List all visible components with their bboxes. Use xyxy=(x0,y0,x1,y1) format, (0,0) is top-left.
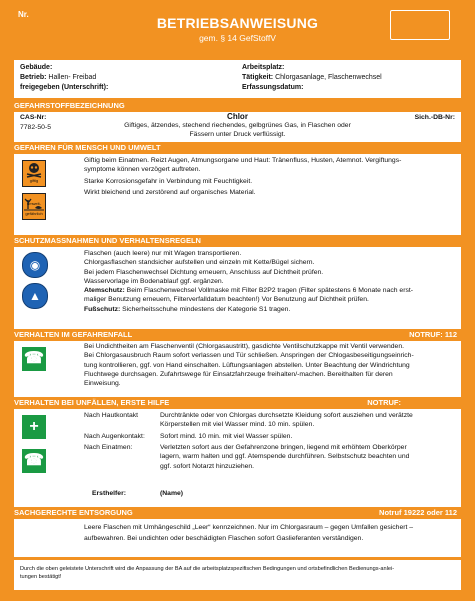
protection-line: Bei jedem Flaschenwechsel Dichtung erneuern, Anschluss auf Dichtheit prüfen. xyxy=(84,268,324,276)
substance-name: Chlor xyxy=(227,112,248,121)
emergency-panel xyxy=(14,341,461,397)
hazard-icons xyxy=(18,154,54,222)
disposal-emergency-number: Notruf 19222 oder 112 xyxy=(379,508,457,517)
section-header-protection: SCHUTZMASSNAHMEN UND VERHALTENSREGELN xyxy=(14,236,201,245)
title-bar xyxy=(0,0,475,54)
protection-line-foot: Fußschutz: Sicherheitsschuhe mindestens der Kategorie S1 tragen. xyxy=(84,305,291,313)
hazards-panel xyxy=(14,154,461,235)
cas-value: 7782-50-5 xyxy=(20,124,51,131)
hazard-label-toxic: giftig xyxy=(29,177,39,183)
protection-icons xyxy=(18,247,54,309)
emergency-line: tung kontrollieren, ggf. von Hand einschalten. Lüftungsanlagen abstellen. Unter Beachtung der Windrichtung xyxy=(84,361,410,369)
protection-text xyxy=(84,249,458,314)
info-left xyxy=(20,63,108,93)
emergency-text xyxy=(84,342,458,388)
emergency-icons xyxy=(18,341,54,371)
safety-boot-icon: ▲ xyxy=(22,283,48,309)
substance-panel xyxy=(14,112,461,142)
gebaeude-label: Gebäude: xyxy=(20,64,53,71)
info-right xyxy=(242,63,382,93)
section-header-substance: GEFAHRSTOFFBEZEICHNUNG xyxy=(14,101,125,110)
info-block xyxy=(14,60,461,98)
section-header-emergency: VERHALTEN IM GEFAHRENFALL NOTRUF: 112 xyxy=(14,330,457,339)
first-aider-label: Ersthelfer: xyxy=(92,490,126,497)
protection-line: Flaschen (auch leere) nur mit Wagen transportieren. xyxy=(84,250,242,257)
environment-icon xyxy=(22,193,46,220)
cas-label: CAS-Nr: xyxy=(20,114,47,121)
protection-line: maliger Benutzung erneuern, Filterverfalldatum beachten!) Vor Benutzung auf Dichtheit prüfen. xyxy=(84,296,369,304)
hazard-line: Wirkt bleichend und zerstörend auf organisches Material. xyxy=(84,188,256,196)
first-aid-eye-text: Sofort mind. 10 min. mit viel Wasser spülen. xyxy=(160,433,293,440)
emergency-line: Fluchtwege durchsagen. Zufahrtswege für Einsatzfahrzeuge freihalten/-machen. Bereithalten für deren xyxy=(84,370,393,378)
section-header-first-aid: VERHALTEN BEI UNFÄLLEN, ERSTE HILFE NOTRUF: xyxy=(14,398,401,407)
emergency-phone-icon: ☎ xyxy=(22,347,46,371)
hazard-line: Giftig beim Einatmen. Reizt Augen, Atmungsorgane und Haut: Tränenfluss, Husten, Atemnot. Vergiftungs- xyxy=(84,157,402,164)
section-header-disposal: SACHGERECHTE ENTSORGUNG Notruf 19222 oder 112 xyxy=(14,508,457,517)
protection-panel xyxy=(14,247,461,329)
disposal-line: aufbewahren. Bei undichten oder beschädigten Flaschen sofort Gaslieferanten verständigen. xyxy=(84,535,364,543)
first-aid-icons xyxy=(18,409,54,473)
emergency-line: Einweisung. xyxy=(84,380,121,388)
emergency-phone-icon: ☎ xyxy=(22,449,46,473)
hazards-text xyxy=(84,156,458,197)
substance-desc-1: Giftiges, ätzendes, stechend riechendes, gelbgrünes Gas, in Flaschen oder xyxy=(124,122,351,129)
emergency-line: Bei Chlorgasausbruch Raum sofort verlassen und Tür schließen. Anspringen der Chlogasbeseitigungseinrich- xyxy=(84,352,414,360)
betrieb-value: Hallen- Freibad xyxy=(48,74,97,81)
first-aid-skin-text: Durchtränkte oder von Chlorgas durchsetzte Kleidung sofort ausziehen und verätzte Körperstellen mit viel Wasser mind. 10 min. spülen. xyxy=(160,412,413,429)
document-subtitle: gem. § 14 GefStoffV xyxy=(199,33,276,43)
disposal-panel xyxy=(14,519,461,557)
footer-note xyxy=(14,560,461,590)
taetigkeit-value: Chlorgasanlage, Flaschenwechsel xyxy=(275,74,382,81)
protection-line: Wasservorlage im Bodenablauf ggf. ergänzen. xyxy=(84,277,224,285)
protection-line: Chlorgasflaschen standsicher aufstellen und einzeln mit Kette/Bügel sichern. xyxy=(84,259,315,267)
first-aid-skin-label: Nach Hautkontakt xyxy=(84,412,139,419)
respirator-mask-icon: ◉ xyxy=(22,252,48,278)
sich-db-label: Sich.-DB-Nr: xyxy=(414,114,455,121)
hazard-label-environment: umwelt-gefährlich xyxy=(25,201,43,216)
emergency-number: NOTRUF: 112 xyxy=(409,330,457,339)
taetigkeit-label: Tätigkeit: xyxy=(242,74,274,81)
arbeitsplatz-label: Arbeitsplatz: xyxy=(242,64,285,71)
protection-line-respiratory: Atemschutz: Beim Flaschenwechsel Vollmaske mit Filter B2P2 tragen (Filter spätestens 6 Monate nach erst- xyxy=(84,287,414,295)
first-aid-eye-label: Nach Augenkontakt: xyxy=(84,433,145,440)
hazard-line: symptome können verzögert auftreten. xyxy=(84,166,201,174)
section-header-hazards: GEFAHREN FÜR MENSCH UND UMWELT xyxy=(14,143,161,152)
betrieb-label: Betrieb: xyxy=(20,74,47,81)
skull-icon xyxy=(22,160,46,187)
disposal-text xyxy=(84,523,458,544)
substance-desc-2: Fässern unter Druck verflüssigt. xyxy=(189,131,286,138)
number-label: Nr. xyxy=(18,10,29,19)
footer-text: Durch die oben geleistete Unterschrift wird die Anpassung der BA auf die arbeitsplatzspezifischen Bedingungen und ortsbefindlichen Bedienungs-anlei- tungen bestätigt! xyxy=(20,566,395,580)
disposal-line: Leere Flaschen mit Umhängeschild „Leer“ kennzeichnen. Nur im Chlorgasraum – gegen Umfallen gesichert – xyxy=(84,524,414,531)
first-aid-panel xyxy=(14,409,461,507)
first-aid-cross-icon: + xyxy=(22,415,46,439)
hazard-line: Starke Korrosionsgefahr in Verbindung mit Feuchtigkeit. xyxy=(84,177,253,185)
first-aider-value: (Name) xyxy=(160,490,184,497)
first-aid-inhalation-text: Verletzten sofort aus der Gefahrenzone bringen, liegend mit erhöhtem Oberkörper lagern, warm halten und ggf. Atemspende durchführen. Selbstschutz beachten und ggf. sofort Notarzt hinzuziehen. xyxy=(160,444,410,470)
logo-placeholder xyxy=(390,10,450,40)
freigegeben-label: freigegeben (Unterschrift): xyxy=(20,84,109,91)
emergency-line: Bei Undichtheiten am Flaschenventil (Chlorgasaustritt), gasdichte Ventilschutzkappe mit Ventil verwenden. xyxy=(84,343,404,350)
erfassung-label: Erfassungsdatum: xyxy=(242,84,304,91)
document-title: BETRIEBSANWEISUNG xyxy=(156,15,319,31)
first-aid-inhalation-label: Nach Einatmen: xyxy=(84,444,133,451)
first-aid-emergency-label: NOTRUF: xyxy=(367,398,401,407)
